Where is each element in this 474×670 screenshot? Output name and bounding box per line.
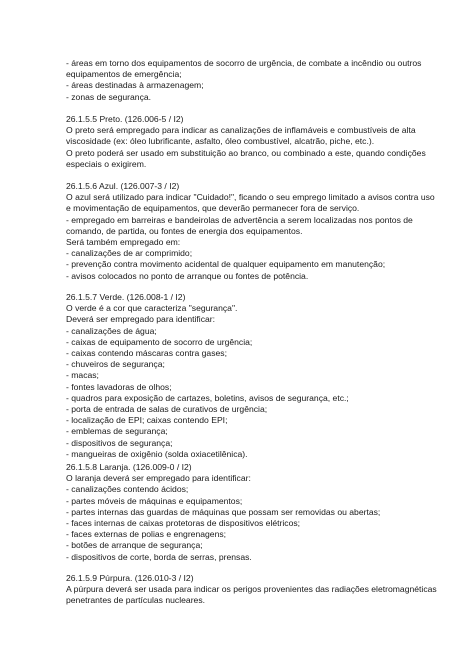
paragraph-line: Será também empregado em: [66,237,181,248]
paragraph-line: - áreas destinadas à armazenagem; [66,80,204,91]
paragraph-line: - quadros para exposição de cartazes, boletins, avisos de segurança, etc.; [66,392,349,403]
paragraph-line: - faces internas de caixas protetoras de dispositivos elétricos; [66,518,301,529]
section-laranja [66,462,426,563]
paragraph-line: especiais o exigirem. [66,158,147,169]
paragraph-line: - canalizações de ar comprimido; [66,248,193,259]
paragraph-line: - botões de arranque de segurança; [66,540,203,551]
section-heading: 26.1.5.5 Preto. (126.006-5 / I2) [66,114,184,124]
paragraph-line: O laranja deverá ser empregado para identificar: [66,473,251,484]
paragraph-line: - fontes lavadoras de olhos; [66,381,172,392]
paragraph-line: - macas; [66,370,99,381]
paragraph-line: A púrpura deverá ser usada para indicar os perigos provenientes das radiações eletromagnéticas [66,584,437,595]
section-heading: 26.1.5.6 Azul. (126.007-3 / I2) [66,181,180,191]
paragraph-line: viscosidade (ex: óleo lubrificante, asfalto, óleo combustível, alcatrão, piche, etc.). [66,136,375,147]
paragraph-line: - emblemas de segurança; [66,426,168,437]
section-heading: 26.1.5.7 Verde. (126.008-1 / I2) [66,292,186,302]
paragraph-line: - caixas de equipamento de socorro de urgência; [66,336,253,347]
paragraph-line: - canalizações de água; [66,325,157,336]
section-heading: 26.1.5.8 Laranja. (126.009-0 / I2) [66,462,192,472]
paragraph-line: comando, de partida, ou fontes de energia dos equipamentos. [66,225,303,236]
paragraph-line: - empregado em barreiras e bandeirolas de advertência a serem localizadas nos pontos de [66,214,413,225]
section-purpura [66,573,437,607]
section-heading: 26.1.5.9 Púrpura. (126.010-3 / I2) [66,573,194,583]
paragraph-line: O verde é a cor que caracteriza "segurança". [66,303,238,314]
paragraph-line: - partes móveis de máquinas e equipamentos; [66,495,243,506]
paragraph-line: O preto poderá ser usado em substituição ao branco, ou combinado a este, quando condições [66,147,426,158]
paragraph-line: - faces externas de polias e engrenagens; [66,529,227,540]
paragraph-line: - partes internas das guardas de máquinas que possam ser removidas ou abertas; [66,506,381,517]
paragraph-line: - mangueiras de oxigênio (solda oxiacetilênica). [66,448,248,459]
paragraph-line: O preto será empregado para indicar as canalizações de inflamáveis e combustíveis de alta [66,125,416,136]
paragraph-line: - canalizações contendo ácidos; [66,484,189,495]
paragraph-line: - dispositivos de segurança; [66,437,173,448]
section-intro-list [66,58,426,103]
paragraph-line: - dispositivos de corte, borda de serras, prensas. [66,551,252,562]
paragraph-line: O azul será utilizado para indicar "Cuidado!", ficando o seu emprego limitado a avisos contra uso [66,192,435,203]
section-verde [66,292,426,460]
paragraph-line: - prevenção contra movimento acidental de qualquer equipamento em manutenção; [66,259,386,270]
paragraph-line: equipamentos de emergência; [66,69,182,80]
paragraph-line: e movimentação de equipamentos, que deverão permanecer fora de serviço. [66,203,360,214]
paragraph-line: penetrantes de partículas nucleares. [66,595,206,606]
paragraph-line: Deverá ser empregado para identificar: [66,314,216,325]
section-azul [66,181,435,282]
paragraph-line: - zonas de segurança. [66,91,152,102]
paragraph-line: - caixas contendo máscaras contra gases; [66,348,227,359]
paragraph-line: - localização de EPI; caixas contendo EPI; [66,415,228,426]
paragraph-line: - chuveiros de segurança; [66,359,165,370]
paragraph-line: - avisos colocados no ponto de arranque ou fontes de potência. [66,270,309,281]
section-preto [66,114,426,170]
paragraph-line: - áreas em torno dos equipamentos de socorro de urgência, de combate a incêndio ou outros [66,58,422,68]
paragraph-line: - porta de entrada de salas de curativos de urgência; [66,404,268,415]
